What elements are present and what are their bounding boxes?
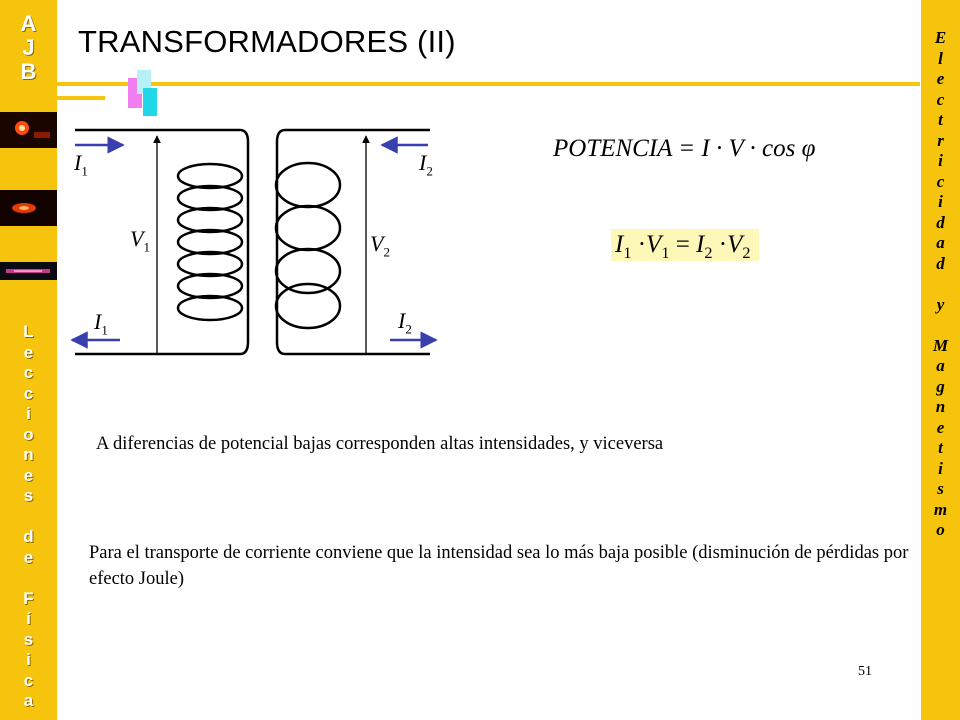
electricidad-letter: c bbox=[936, 171, 945, 191]
electricidad-letter: d bbox=[936, 253, 945, 273]
statement-inverse-relation: A diferencias de potencial bajas corresponden altas intensidades, y viceversa bbox=[96, 434, 664, 454]
lecciones-letter: c bbox=[23, 363, 34, 382]
electricidad-letter: s bbox=[937, 479, 944, 498]
thumbnail-image-2 bbox=[0, 190, 57, 226]
lecciones-letter: i bbox=[26, 650, 31, 669]
lecciones-letter: s bbox=[23, 486, 34, 505]
electricidad-letter bbox=[938, 274, 942, 295]
primary-coil bbox=[178, 164, 242, 320]
electricidad-letter: t bbox=[938, 438, 943, 457]
label-i1-bottom: $I_1$ bbox=[94, 309, 108, 338]
lecciones-letter: i bbox=[26, 404, 31, 423]
electricidad-y-magnetismo-letters bbox=[921, 28, 960, 541]
label-i1-top: $I_1$ bbox=[74, 150, 88, 179]
electricidad-letter: g bbox=[936, 376, 945, 396]
ajb-letter: J bbox=[22, 35, 35, 60]
lecciones-letter: n bbox=[23, 445, 34, 464]
secondary-coil bbox=[276, 163, 340, 328]
lecciones-letter bbox=[26, 507, 31, 528]
electricidad-letter: o bbox=[936, 520, 945, 539]
ajb-letter: A bbox=[20, 11, 37, 36]
electricidad-letter: m bbox=[933, 499, 948, 519]
slide-title: TRANSFORMADORES (II) bbox=[78, 24, 456, 59]
lecciones-letter: s bbox=[23, 629, 34, 649]
lecciones-letter: d bbox=[23, 527, 34, 546]
electricidad-letter: i bbox=[938, 192, 943, 211]
lecciones-letter: a bbox=[23, 691, 34, 710]
electricidad-letter: e bbox=[936, 69, 945, 88]
lecciones-letter: F bbox=[23, 588, 34, 608]
lecciones-letter: í bbox=[26, 609, 31, 628]
title-underline bbox=[57, 82, 920, 86]
ajb-logo-letters bbox=[0, 12, 57, 84]
electricidad-letter: M bbox=[932, 335, 949, 355]
electricidad-letter: n bbox=[935, 397, 946, 416]
label-v2: $V_2$ bbox=[370, 231, 390, 260]
lecciones-letter bbox=[26, 568, 31, 589]
lecciones-letter: L bbox=[23, 322, 34, 341]
lecciones-letter: c bbox=[23, 383, 34, 403]
label-i2-top: $I_2$ bbox=[419, 150, 433, 179]
lecciones-letter: o bbox=[23, 424, 34, 444]
electricidad-letter: e bbox=[936, 417, 945, 437]
label-v1: $V_1$ bbox=[130, 226, 150, 255]
electricidad-letter: a bbox=[936, 356, 945, 375]
electricidad-letter: i bbox=[938, 151, 943, 170]
thumbnail-image-1 bbox=[0, 112, 57, 148]
electricidad-letter: c bbox=[936, 89, 945, 109]
lecciones-de-fisica-letters bbox=[0, 322, 57, 712]
electricidad-letter: d bbox=[936, 212, 945, 232]
electricidad-letter: l bbox=[938, 48, 943, 68]
short-underline bbox=[57, 96, 105, 100]
electricidad-letter: i bbox=[938, 458, 943, 478]
electricidad-letter bbox=[938, 315, 942, 336]
ajb-letter: B bbox=[20, 59, 37, 84]
electricidad-letter: y bbox=[936, 294, 945, 314]
lecciones-letter: e bbox=[23, 465, 34, 485]
electricidad-letter: E bbox=[934, 28, 947, 47]
page-number: 51 bbox=[858, 664, 872, 679]
lecciones-letter: c bbox=[23, 670, 34, 690]
lecciones-letter: e bbox=[23, 547, 34, 567]
statement-transport: Para el transporte de corriente conviene que la intensidad sea lo más baja posible (disminución de pérdidas por efecto Joule) bbox=[89, 543, 909, 589]
thumbnail-image-3 bbox=[0, 262, 57, 280]
lecciones-letter: e bbox=[23, 342, 34, 362]
electricidad-letter: r bbox=[937, 130, 944, 150]
current-voltage-equality: $I_1 \cdot V_1 = I_2 \cdot V_2$ bbox=[611, 229, 759, 261]
electricidad-letter: t bbox=[938, 110, 943, 129]
accent-square-cyan bbox=[143, 88, 157, 116]
power-formula: POTENCIA = I · V · cos φ bbox=[553, 135, 816, 162]
electricidad-letter: a bbox=[936, 233, 945, 252]
label-i2-bottom: $I_2$ bbox=[398, 308, 412, 337]
